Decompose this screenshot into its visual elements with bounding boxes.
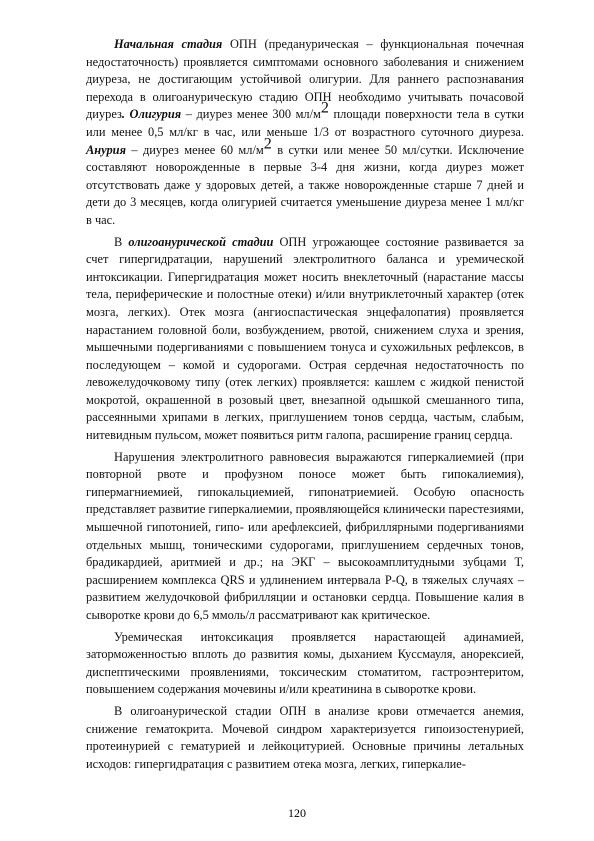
paragraph-blood-analysis: В олигоанурической стадии ОПН в анализе крови отмечается анемия, снижение гематокрита. Мочевой синдром характеризуется гипоизостенурией, протеинурией с гематурией и лейкоцитурией. Основные причины летальных исходов: гипергидратация с развитием отека мозга, легких, гиперкалие-	[86, 703, 524, 771]
text-span: ОПН (преданурическая – функциональная почечная недостаточность) проявляется симптомами основного заболевания и снижением диуреза, не достигающим устойчивой олигурии. Для раннего распознавания перехода в олигоанурическую стадию ОПН необходимо учитывать почасовой диурез	[86, 37, 524, 122]
term-initial-stage: Начальная стадия	[114, 37, 223, 51]
paragraph-oligoanuric-stage	[86, 234, 524, 445]
term-anuria: Анурия	[86, 142, 126, 157]
paragraph-electrolytes: Нарушения электролитного равновесия выражаются гиперкалиемией (при повторной рвоте и профузном поносе может быть гипокалиемия), гипермагниемией, гипокальциемией, гипонатриемией. Особую опасность представляет развитие гиперкалиемии, проявляющейся клинически парестезиями, мышечной гипотонией, гипо- или арефлексией, фибриллярными подергиваниями отдельных мышц, тоническими судорогами, приглушением сердечных тонов, брадикардией, аритмией и др.; на ЭКГ – высокоамплитудными зубцами Т, расширением комплекса QRS и удлинением интервала P-Q, в тяжелых случаях – развитием желудочковой фибрилляции и остановки сердца. Повышение калия в сыворотке крови до 6,5 ммоль/л рассматривают как критическое.	[86, 449, 524, 622]
text-span: – диурез менее 60 мл/м	[125, 142, 264, 157]
paragraph-initial-stage	[86, 36, 524, 230]
superscript: 2	[320, 99, 329, 117]
text-span: ОПН угрожающее состояние развивается за счет гипергидратации, нарушений электролитного баланса и уремической интоксикации. Гипергидратация может носить внеклеточный (нарастание массы тела, периферические и полостные отеки) и/или внутриклеточный характер (отек мозга, легких). Отек мозга (ангиоспастическая энцефалопатия) проявляется нарастанием головной боли, возбуждением, рвотой, снижением слуха и зрения, мышечными подергиваниями с повышением тонуса и сухожильных рефлексов, в последующем – комой и судорогами. Острая сердечная недостаточность по левожелудочковому типу (отек легких) проявляется: кашлем с жидкой пенистой мокротой, окрашенной в розовый цвет, внезапной одышкой смешанного типа, рассеянными хрипами в легких, приглушением тонов сердца, частым, слабым, нитевидным пульсом, может появиться ритм галопа, расширение границ сердца.	[86, 234, 525, 443]
page-number: 120	[288, 806, 306, 820]
text-span: – диурез менее 300 мл/м	[181, 107, 321, 122]
text-span: В	[114, 234, 129, 249]
text-span: площади поверхности тела в сутки или менее 0,5 мл/кг в час, или меньше 1/3 от возрастного суточного диуреза.	[86, 107, 524, 139]
paragraph-uremic-intoxication: Уремическая интоксикация проявляется нарастающей адинамией, заторможенностью вплоть до развития комы, дыханием Куссмауля, анорексией, диспептическими проявлениями, токсическим стоматитом, гастроэнтеритом, повышением содержания мочевины и/или креатинина в сыворотке крови.	[86, 629, 524, 697]
term-oligoanuric-stage: олигоанурической стадии	[128, 234, 274, 249]
term-oliguria: . Олигурия	[121, 107, 182, 122]
text-span: в сутки или менее 50 мл/сутки. Исключение составляют новорожденные в первые 3-4 дня жизни, когда диурез может отсутствовать даже у здоровых детей, а также новорожденные старше 7 дней и дети до 3 месяцев, когда олигурией считается уменьшение диуреза менее 1 мл/кг в час.	[86, 142, 524, 227]
superscript: 2	[263, 134, 272, 152]
